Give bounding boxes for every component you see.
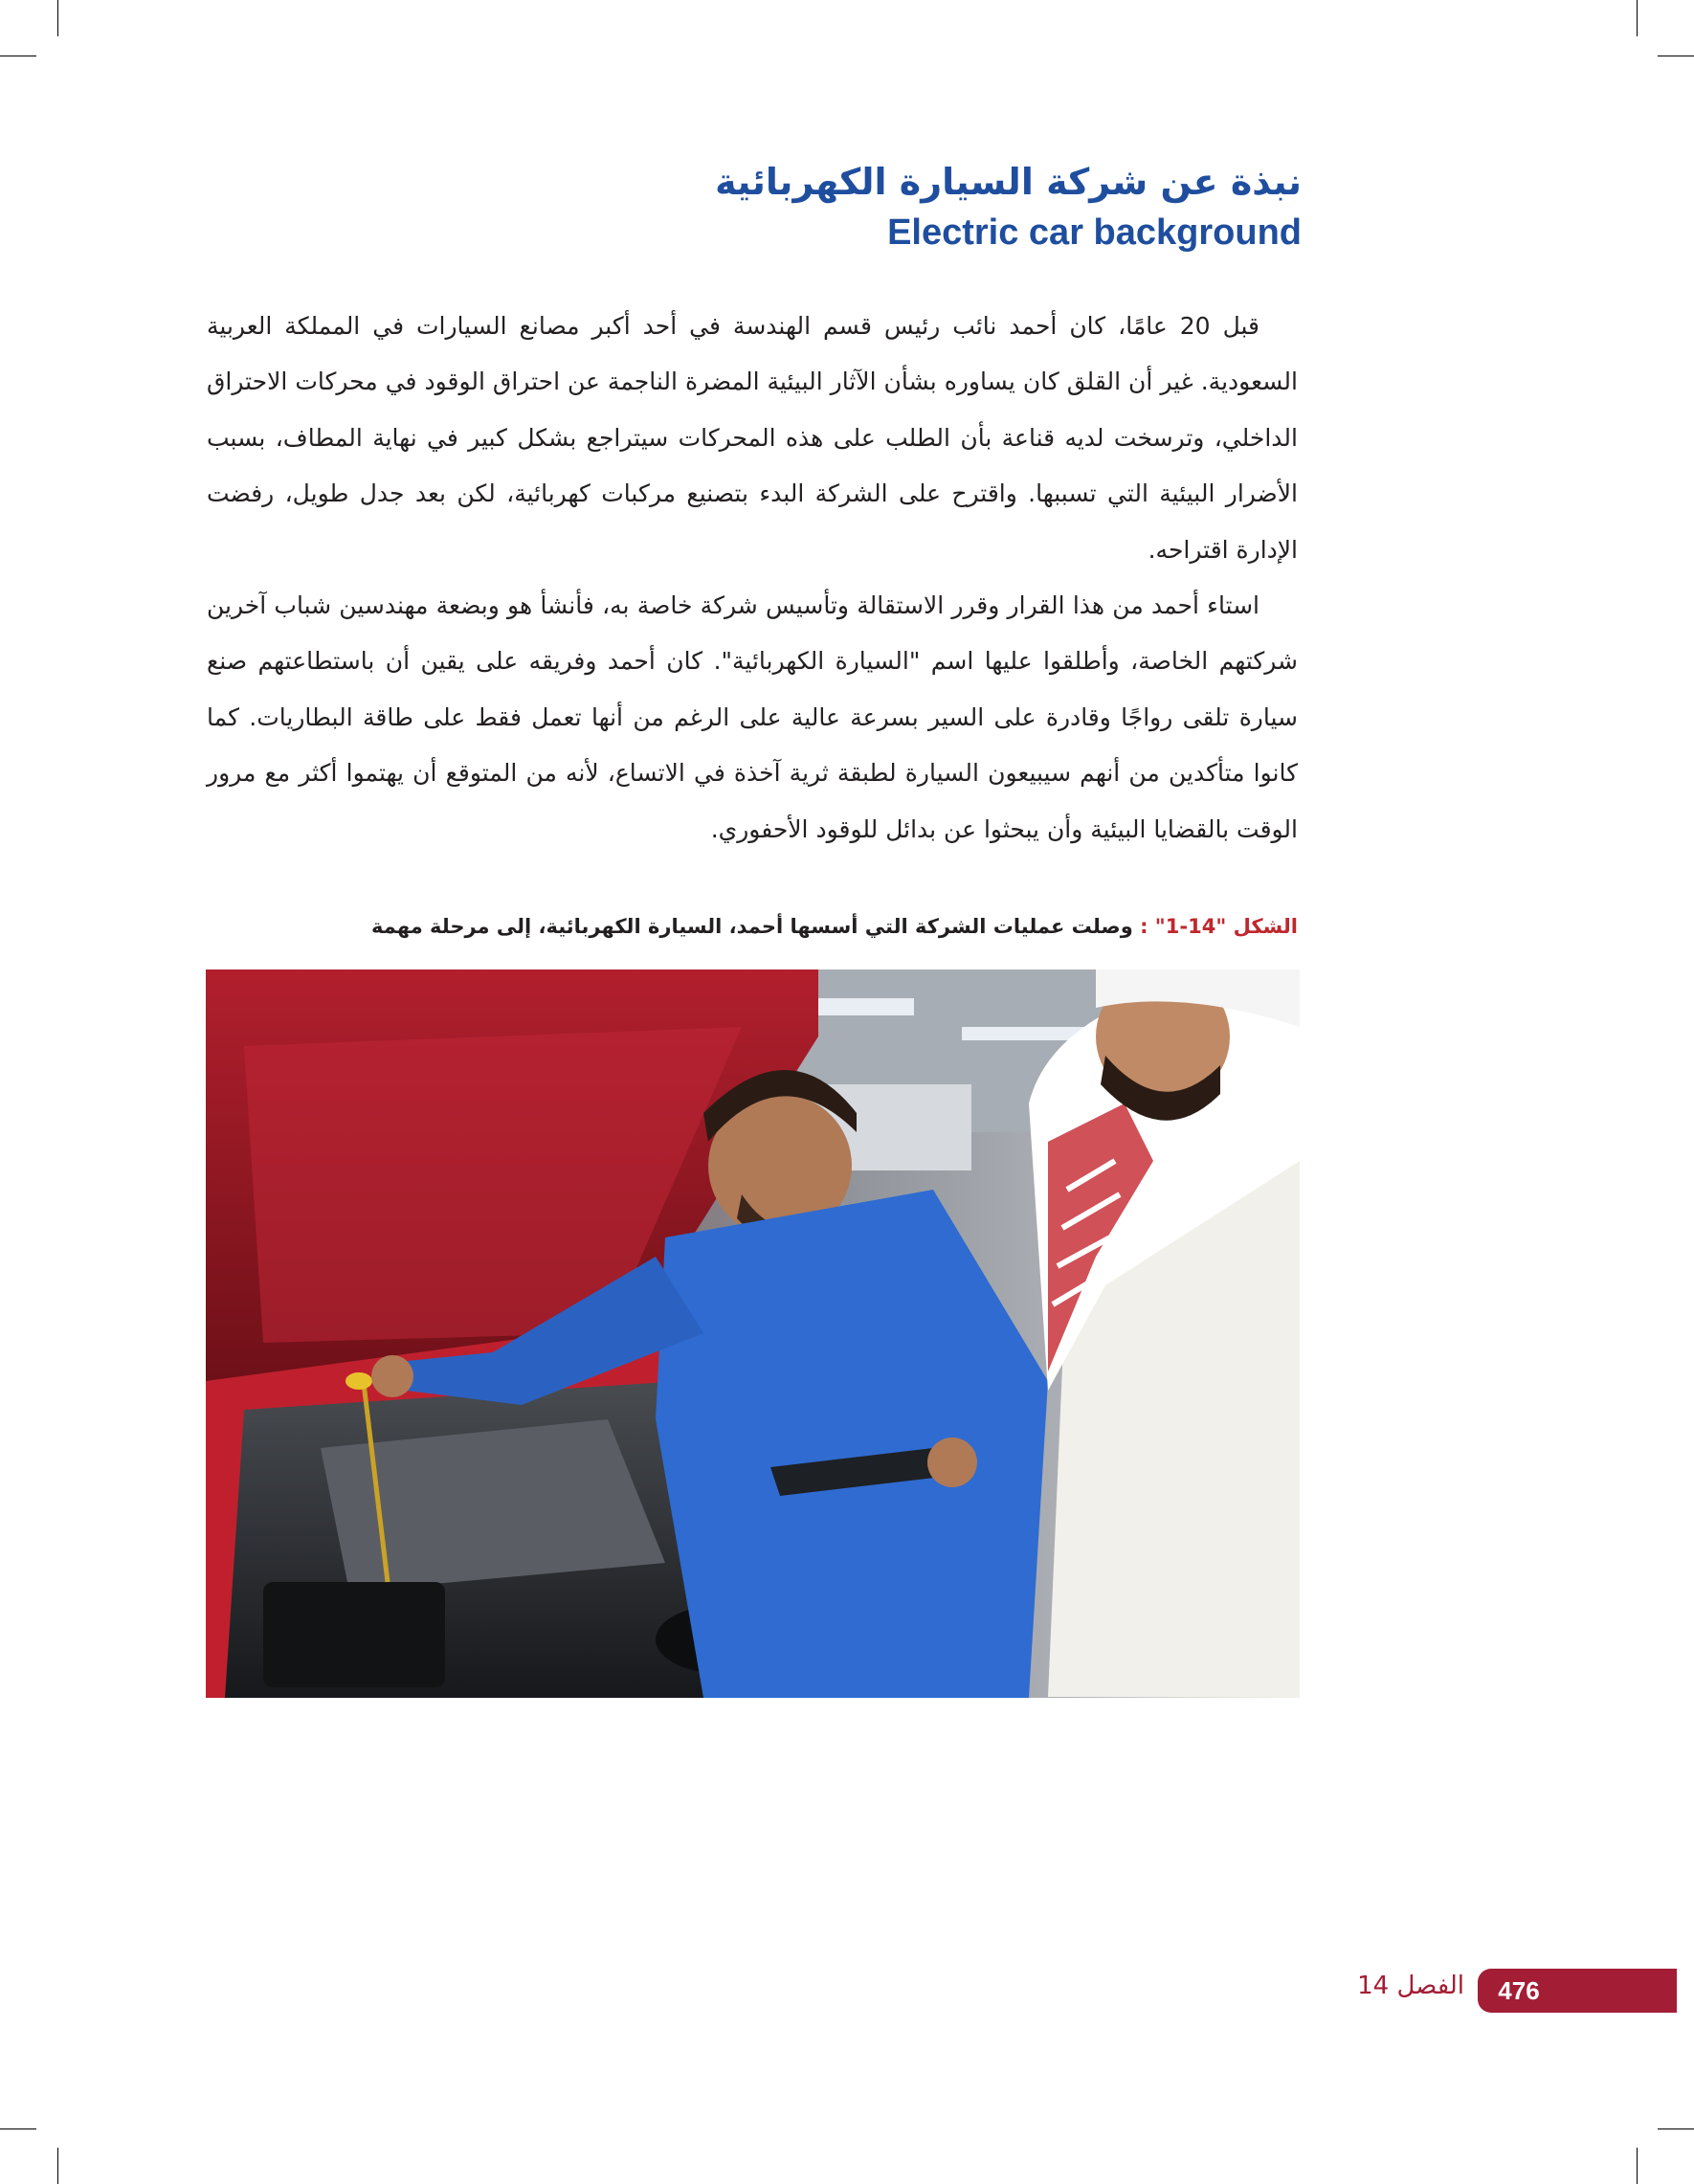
crop-mark — [0, 2128, 36, 2129]
section-title-arabic: نبذة عن شركة السيارة الكهربائية — [715, 161, 1302, 203]
paragraph: قبل 20 عامًا، كان أحمد نائب رئيس قسم الهندسة في أحد أكبر مصانع السيارات في المملكة العربية السعودية. غير أن القلق كان يساوره بشأن الآثار البيئية المضرة الناجمة عن احتراق الوقود في محركات الاحتراق الداخلي، وترسخت لديه قناعة بأن الطلب على هذه المحركات سيتراجع بشكل كبير في نهاية المطاف، بسبب الأضرار البيئية التي تسببها. واقترح على الشركة البدء بتصنيع مركبات كهربائية، لكن بعد جدل طويل، رفضت الإدارة اقتراحه. — [207, 312, 1298, 564]
crop-mark — [57, 2148, 58, 2184]
crop-mark — [1637, 2148, 1638, 2184]
figure-caption — [371, 915, 1298, 938]
body-text — [207, 299, 1298, 858]
crop-mark — [57, 0, 58, 36]
chapter-label: الفصل 14 — [1357, 1972, 1464, 2000]
figure-caption-text: وصلت عمليات الشركة التي أسسها أحمد، السيارة الكهربائية، إلى مرحلة مهمة — [371, 915, 1133, 938]
crop-mark — [1637, 0, 1638, 36]
paragraph: استاء أحمد من هذا القرار وقرر الاستقالة وتأسيس شركة خاصة به، فأنشأ هو وبضعة مهندسين شباب آخرين شركتهم الخاصة، وأطلقوا عليها اسم "السيارة الكهربائية". كان أحمد وفريقه على يقين أن باستطاعتهم صنع سيارة تلقى رواجًا وقادرة على السير بسرعة عالية على الرغم من أنها تعمل فقط على طاقة البطاريات. كما كانوا متأكدين من أنهم سيبيعون السيارة لطبقة ثرية آخذة في الاتساع، لأنه من المتوقع أن يهتموا أكثر مع مرور الوقت بالقضايا البيئية وأن يبحثوا عن بدائل للوقود الأحفوري. — [207, 591, 1298, 843]
figure-photo — [206, 969, 1300, 1698]
page-number: 476 — [1498, 1976, 1540, 2005]
mechanic-photo-illustration — [206, 969, 1300, 1698]
section-title-english: Electric car background — [887, 212, 1302, 253]
figure-label: الشكل "14-1" : — [1140, 915, 1298, 938]
crop-mark — [1658, 2128, 1694, 2129]
